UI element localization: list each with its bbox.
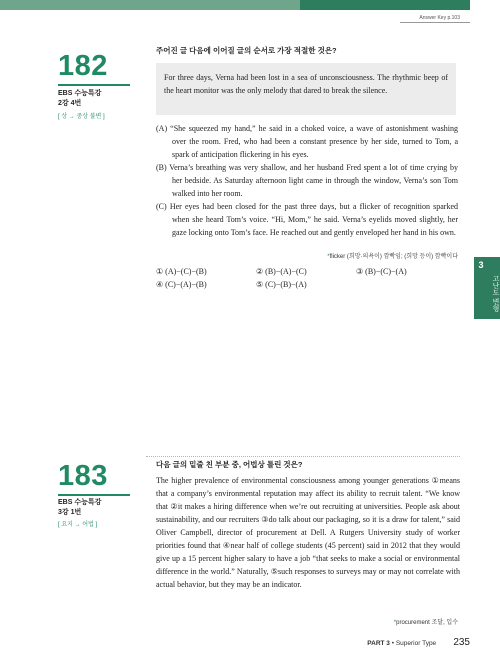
source-book: EBS 수능특강 (58, 499, 102, 506)
question-number-rule (58, 494, 130, 496)
footer-part: PART 3 (367, 640, 390, 647)
intro-text: For three days, Verna had been lost in a sea of unconsciousness. The rhythmic beep of the heart monitor was the only melody that dared to break the silence. (164, 73, 448, 95)
page-footer (367, 640, 460, 647)
intro-box (156, 63, 456, 115)
question-number-183: 183 (58, 460, 108, 492)
question-number-rule (58, 84, 130, 86)
section-label: 고난도 변형 (492, 274, 499, 312)
paragraph-a: (A) “She squeezed my hand,” he said in a choked voice, a wave of astonishment washing over the room. Fred, who had been a constant presence by her side, turned to Tom, a spark of anticipation flickering in his eyes. (156, 124, 458, 159)
question-source (58, 89, 101, 109)
option-2[interactable]: ② (B)−(A)−(C) (256, 267, 307, 276)
question-tag: [ 상 → 중상 불변 ] (58, 114, 105, 120)
passage-text: The higher prevalence of environmental consciousness among younger generations ①means that a company’s environmental reputation may affect its ability to recruit talent. “We know that ②it makes a hiring difference when we’re out recruiting at universities. People ask about sustainability, and our recruiters ③do talk about our packaging, so it is a draw for talent,” said Oliver Campbell, director of procurement at Dell. A Rutgers University study of worker priorities found that ④near half of college students (45 percent) said in 2012 that they would give up a 15 percent higher salary to have a job “that seeks to make a social or environmental difference in the world.” Naturally, ⑤such responses to surveys may or may not correlate with actual behavior, but they may be an indicator. (156, 476, 460, 589)
paragraph-b: (B) Verna’s breathing was very shallow, and her husband Fred spent a lot of time crying by her bedside. As Saturday afternoon light came in through the window, Verna’s son Tom walked into her room. (156, 163, 458, 198)
question-prompt-183: 다음 글의 밑줄 친 부분 중, 어법상 틀린 것은? (156, 460, 303, 469)
option-3[interactable]: ③ (B)−(C)−(A) (356, 267, 407, 276)
footnote-182: *flicker (희망·의욕이) 깜빡임; (희망 등이) 깜빡이다 (327, 254, 458, 260)
header-rule (400, 22, 470, 23)
answer-key-ref: Answer Key p.103 (419, 15, 460, 21)
passage-paragraphs (156, 122, 458, 239)
passage-183 (156, 474, 460, 591)
footnote-star-icon: * (393, 620, 397, 626)
page-number: 235 (453, 637, 470, 648)
question-prompt-182: 주어진 글 다음에 이어질 글의 순서로 가장 적절한 것은? (156, 46, 337, 55)
header-bar-dark (300, 0, 470, 10)
question-number-182: 182 (58, 50, 108, 82)
paragraph-c: (C) Her eyes had been closed for the past three days, but a flicker of recognition sparked when she heard Tom’s voice. “Hi, Mom,” he said. Verna’s eyelids moved slightly, her gaze locking onto Tom’s face. He reached out and gently enveloped her hand in his own. (156, 202, 458, 237)
source-item: 3강 1번 (58, 509, 82, 516)
source-book: EBS 수능특강 (58, 90, 102, 97)
question-tag: [ 요지 → 어법 ] (58, 522, 98, 528)
option-4[interactable]: ④ (C)−(A)−(B) (156, 280, 207, 289)
section-number: 3 (478, 260, 484, 270)
footnote-star-icon: * (327, 254, 330, 260)
header-bar (0, 0, 470, 10)
question-divider (146, 456, 460, 458)
footer-sep: • (391, 640, 396, 647)
question-source (58, 498, 101, 518)
option-1[interactable]: ① (A)−(C)−(B) (156, 267, 207, 276)
section-side-tab (474, 257, 500, 319)
footer-part-title: Superior Type (395, 640, 437, 647)
source-item: 2강 4번 (58, 100, 82, 107)
header-bar-light (0, 0, 300, 10)
footnote-183: *procurement 조달, 입수 (393, 620, 458, 626)
option-5[interactable]: ⑤ (C)−(B)−(A) (256, 280, 307, 289)
